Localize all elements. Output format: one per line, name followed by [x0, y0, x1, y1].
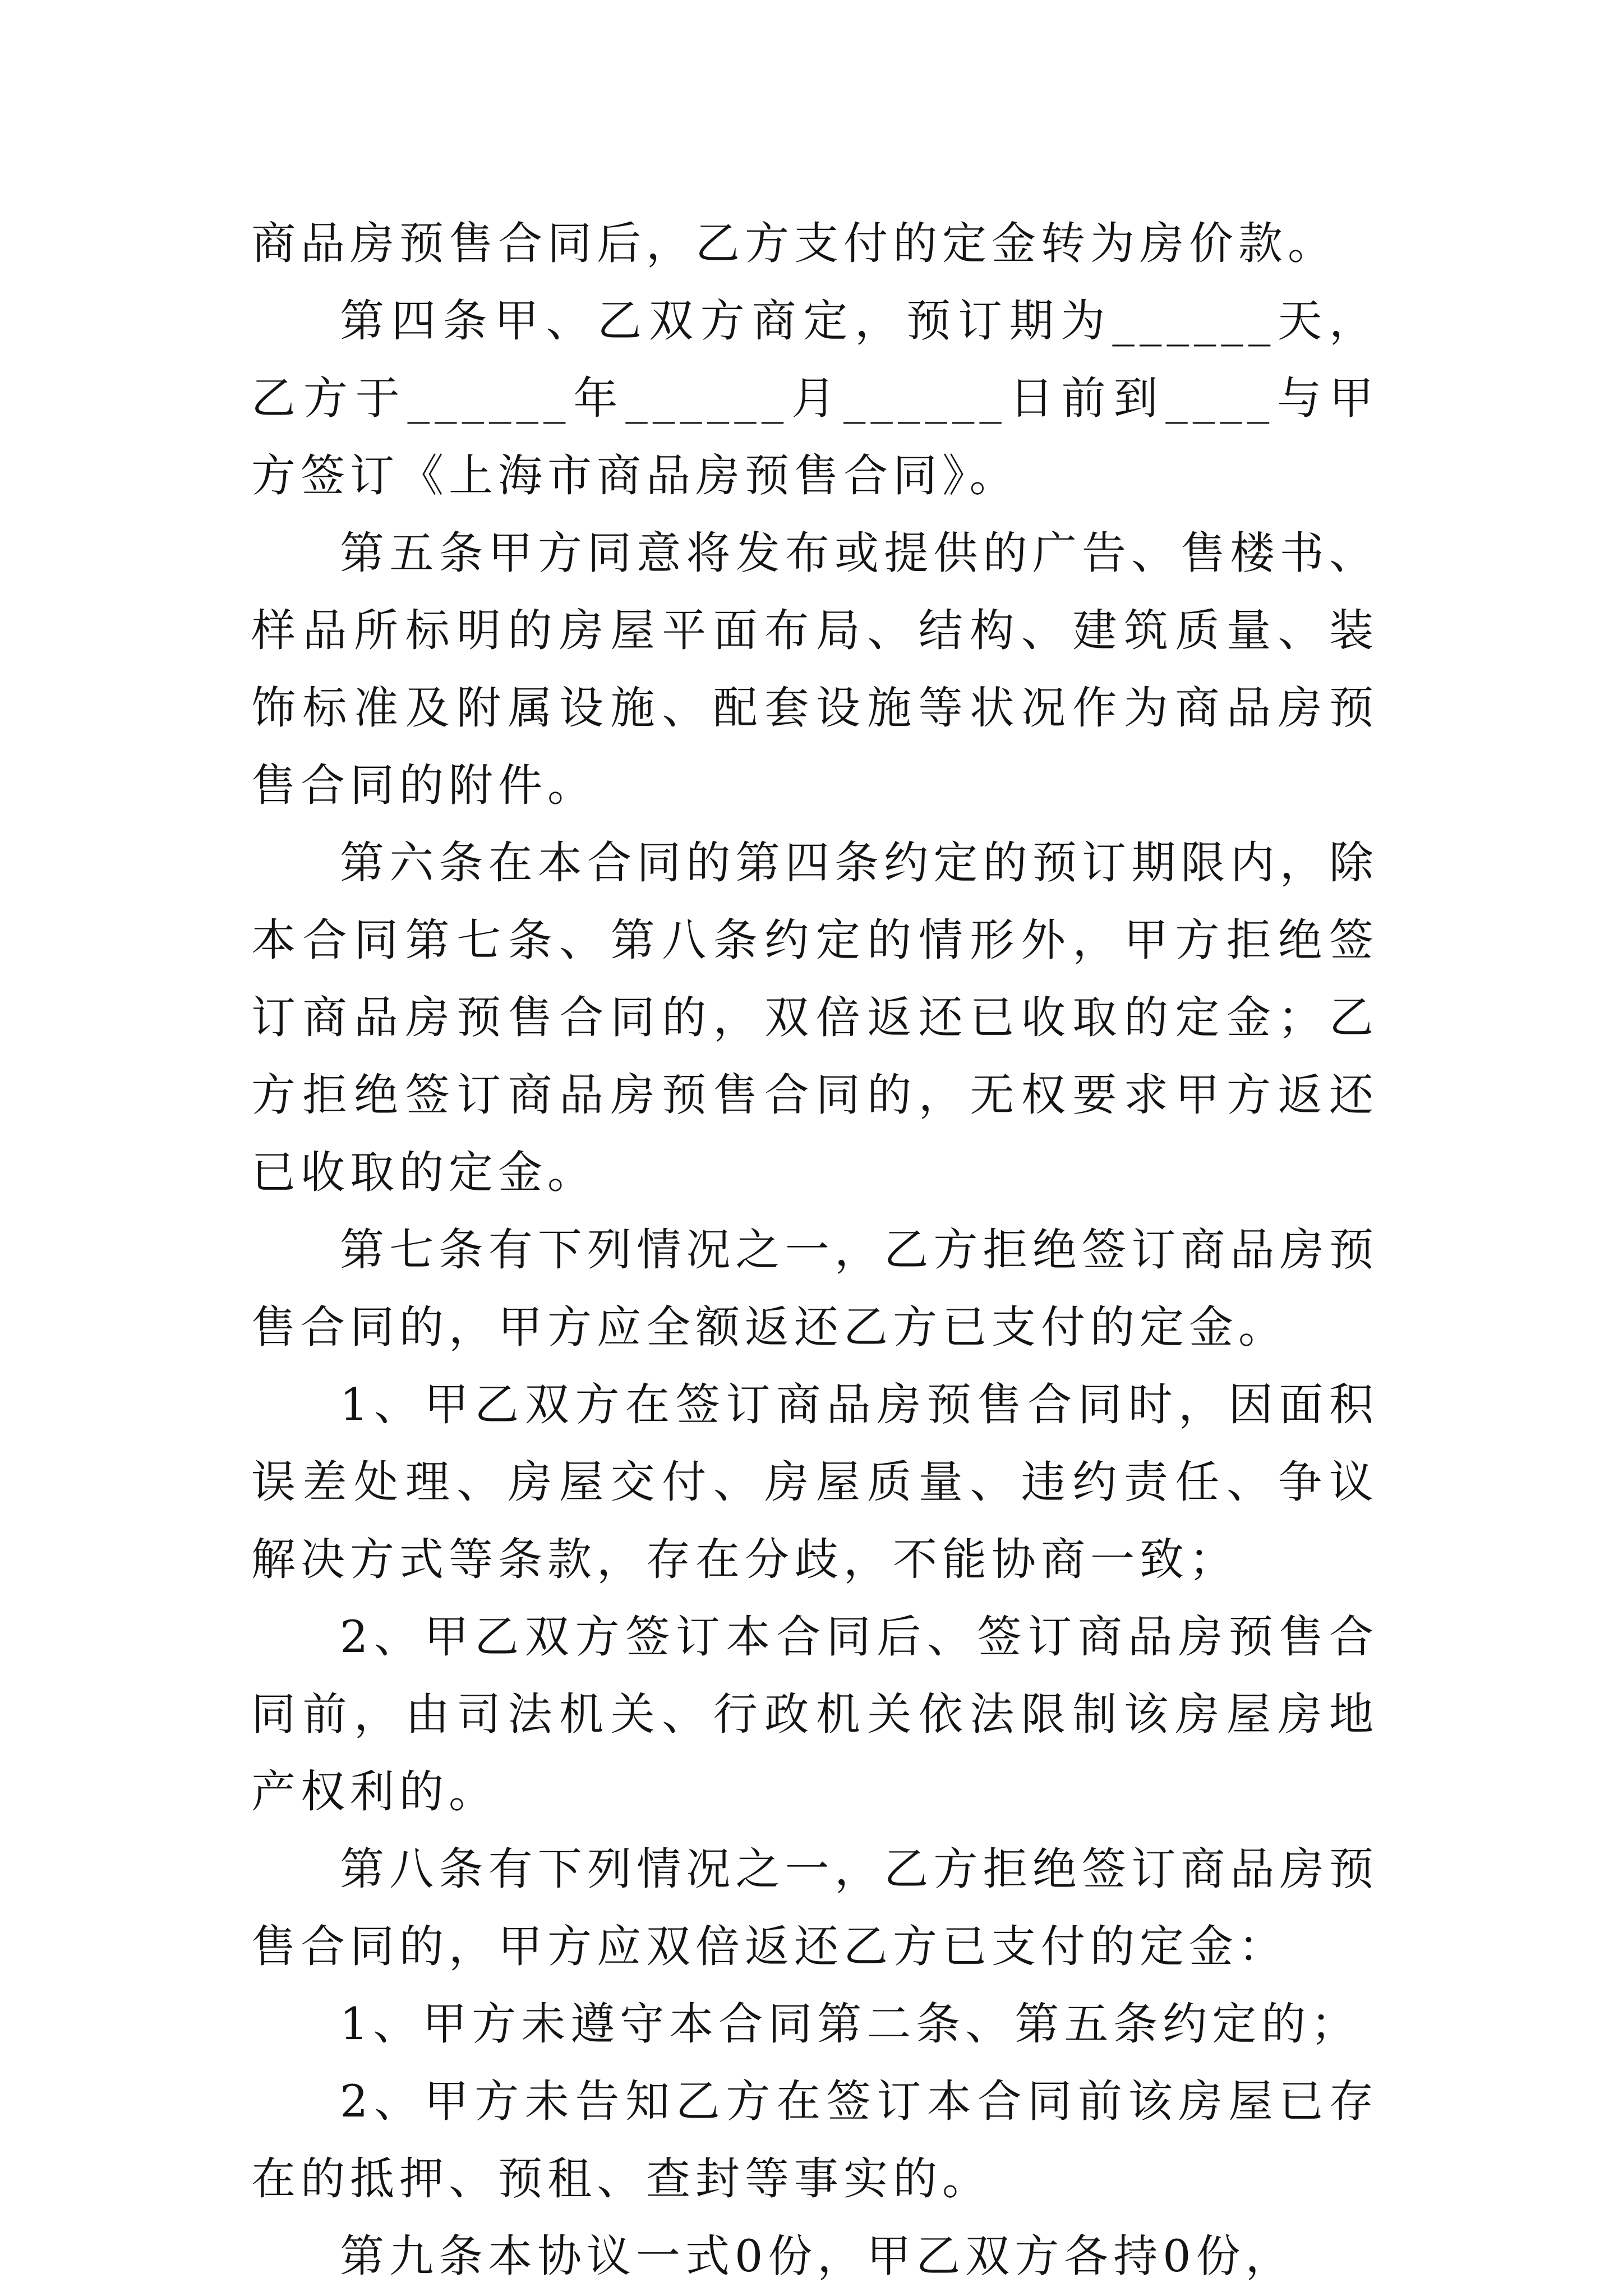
- paragraph-continuation: 商品房预售合同后，乙方支付的定金转为房价款。: [251, 218, 1337, 269]
- paragraph-article-8-item-2: 2、甲方未告知乙方在签订本合同前该房屋已存在的抵押、预租、查封等事实的。: [251, 2076, 1378, 2205]
- paragraph-article-6: 第六条在本合同的第四条约定的预订期限内，除本合同第七条、第八条约定的情形外，甲方拒绝签订商品房预售合同的，双倍返还已收取的定金；乙方拒绝签订商品房预售合同的，无权要求甲方返还已收取的定金。: [251, 837, 1378, 1198]
- paragraph-article-7-item-1: 1、甲乙双方在签订商品房预售合同时，因面积误差处理、房屋交付、房屋质量、违约责任、争议解决方式等条款，存在分歧，不能协商一致；: [251, 1379, 1378, 1585]
- paragraph-article-9: 第九条本协议一式0份，甲乙双方各持0份，: [340, 2230, 1295, 2282]
- paragraph-article-8-item-1: 1、甲方未遵守本合同第二条、第五条约定的；: [340, 1998, 1361, 2050]
- document-body: [251, 205, 1378, 2295]
- paragraph-article-7: 第七条有下列情况之一，乙方拒绝签订商品房预售合同的，甲方应全额返还乙方已支付的定金。: [251, 1224, 1378, 1353]
- paragraph-article-5: 第五条甲方同意将发布或提供的广告、售楼书、样品所标明的房屋平面布局、结构、建筑质量、装饰标准及附属设施、配套设施等状况作为商品房预售合同的附件。: [251, 527, 1378, 811]
- paragraph-article-7-item-2: 2、甲乙双方签订本合同后、签订商品房预售合同前，由司法机关、行政机关依法限制该房屋房地产权利的。: [251, 1611, 1378, 1818]
- paragraph-article-8: 第八条有下列情况之一，乙方拒绝签订商品房预售合同的，甲方应双倍返还乙方已支付的定金：: [251, 1843, 1378, 1972]
- paragraph-article-4: 第四条甲、乙双方商定，预订期为______天，乙方于______年______月______日前到____与甲方签订《上海市商品房预售合同》。: [251, 295, 1378, 501]
